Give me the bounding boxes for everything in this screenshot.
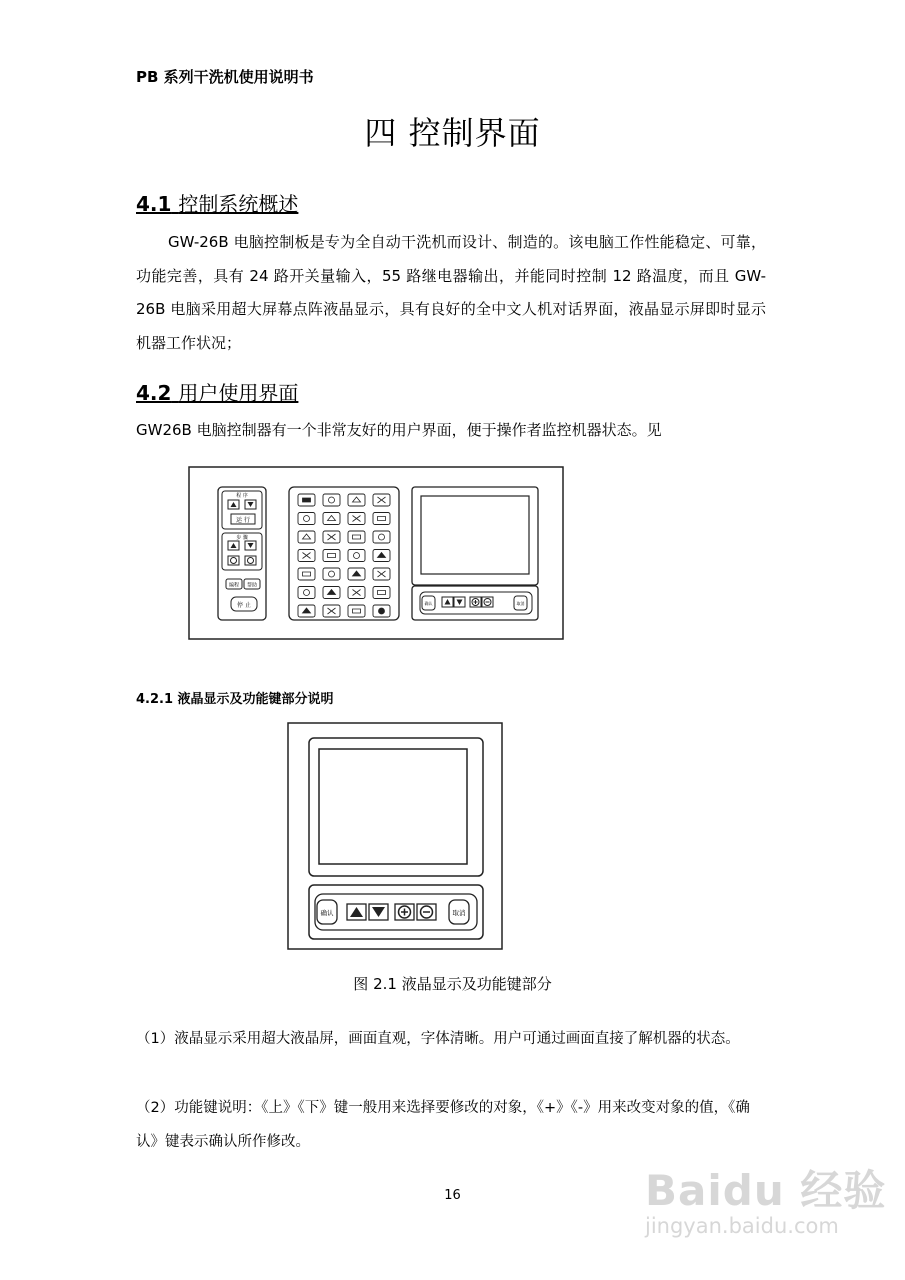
step-label: 步 骤 <box>236 535 248 541</box>
subsection-title: 4.2.1 液晶显示及功能键部分说明 <box>136 692 334 707</box>
cancel-label: 取消 <box>452 909 466 917</box>
document-header: PB 系列干洗机使用说明书 <box>136 68 314 86</box>
note-1: （1）液晶显示采用超大液晶屏，画面直观，字体清晰。用户可通过画面直接了解机器的状态。 <box>136 1031 740 1047</box>
cancel-label: 取消 <box>516 601 525 606</box>
help-label: 帮助 <box>246 582 258 589</box>
page-number: 16 <box>444 1188 461 1203</box>
lcd-screen <box>319 749 467 864</box>
section-4-2-heading <box>136 377 298 406</box>
watermark-url: jingyan.baidu.com <box>645 1214 839 1238</box>
watermark-brand: Baidu 经验 <box>645 1166 887 1215</box>
run-label: 运 行 <box>236 517 250 524</box>
section-4-2-paragraph: GW26B 电脑控制器有一个非常友好的用户界面，便于操作者监控机器状态。见 <box>136 421 662 439</box>
section-title: 控制系统概述 <box>178 192 299 216</box>
edit-label: 编程 <box>228 582 240 589</box>
program-label: 程 序 <box>236 493 248 499</box>
figure-caption: 图 2.1 液晶显示及功能键部分 <box>353 975 552 993</box>
note-2: （2）功能键说明：《上》《下》键一般用来选择要修改的对象，《+》《-》用来改变对象的值，《确认》键表示确认所作修改。 <box>136 1100 750 1150</box>
keypad-pictogram-icon <box>379 608 385 614</box>
control-panel-illustration <box>188 466 564 640</box>
keypad-pictogram-icon <box>303 498 311 502</box>
section-number: 4.1 <box>136 192 172 216</box>
chapter-title: 四 控制界面 <box>364 114 541 152</box>
section-4-1-paragraph: GW-26B 电脑控制板是专为全自动干洗机而设计、制造的。该电脑工作性能稳定、可靠，功能完善，具有 24 路开关量输入，55 路继电器输出，并能同时控制 12 路温度，而且 GW-26B 电脑采用超大屏幕点阵液晶显示，具有良好的全中文人机对话界面，液晶显示屏即时显示机器工作状况； <box>136 233 766 352</box>
stop-label: 停 止 <box>237 602 251 609</box>
section-number: 4.2 <box>136 381 172 405</box>
lcd-figure <box>287 722 503 950</box>
confirm-label: 确认 <box>320 909 334 917</box>
section-title: 用户使用界面 <box>178 381 299 405</box>
lcd-screen <box>421 496 529 574</box>
section-4-1-heading <box>136 188 298 217</box>
confirm-label: 确认 <box>424 601 433 606</box>
